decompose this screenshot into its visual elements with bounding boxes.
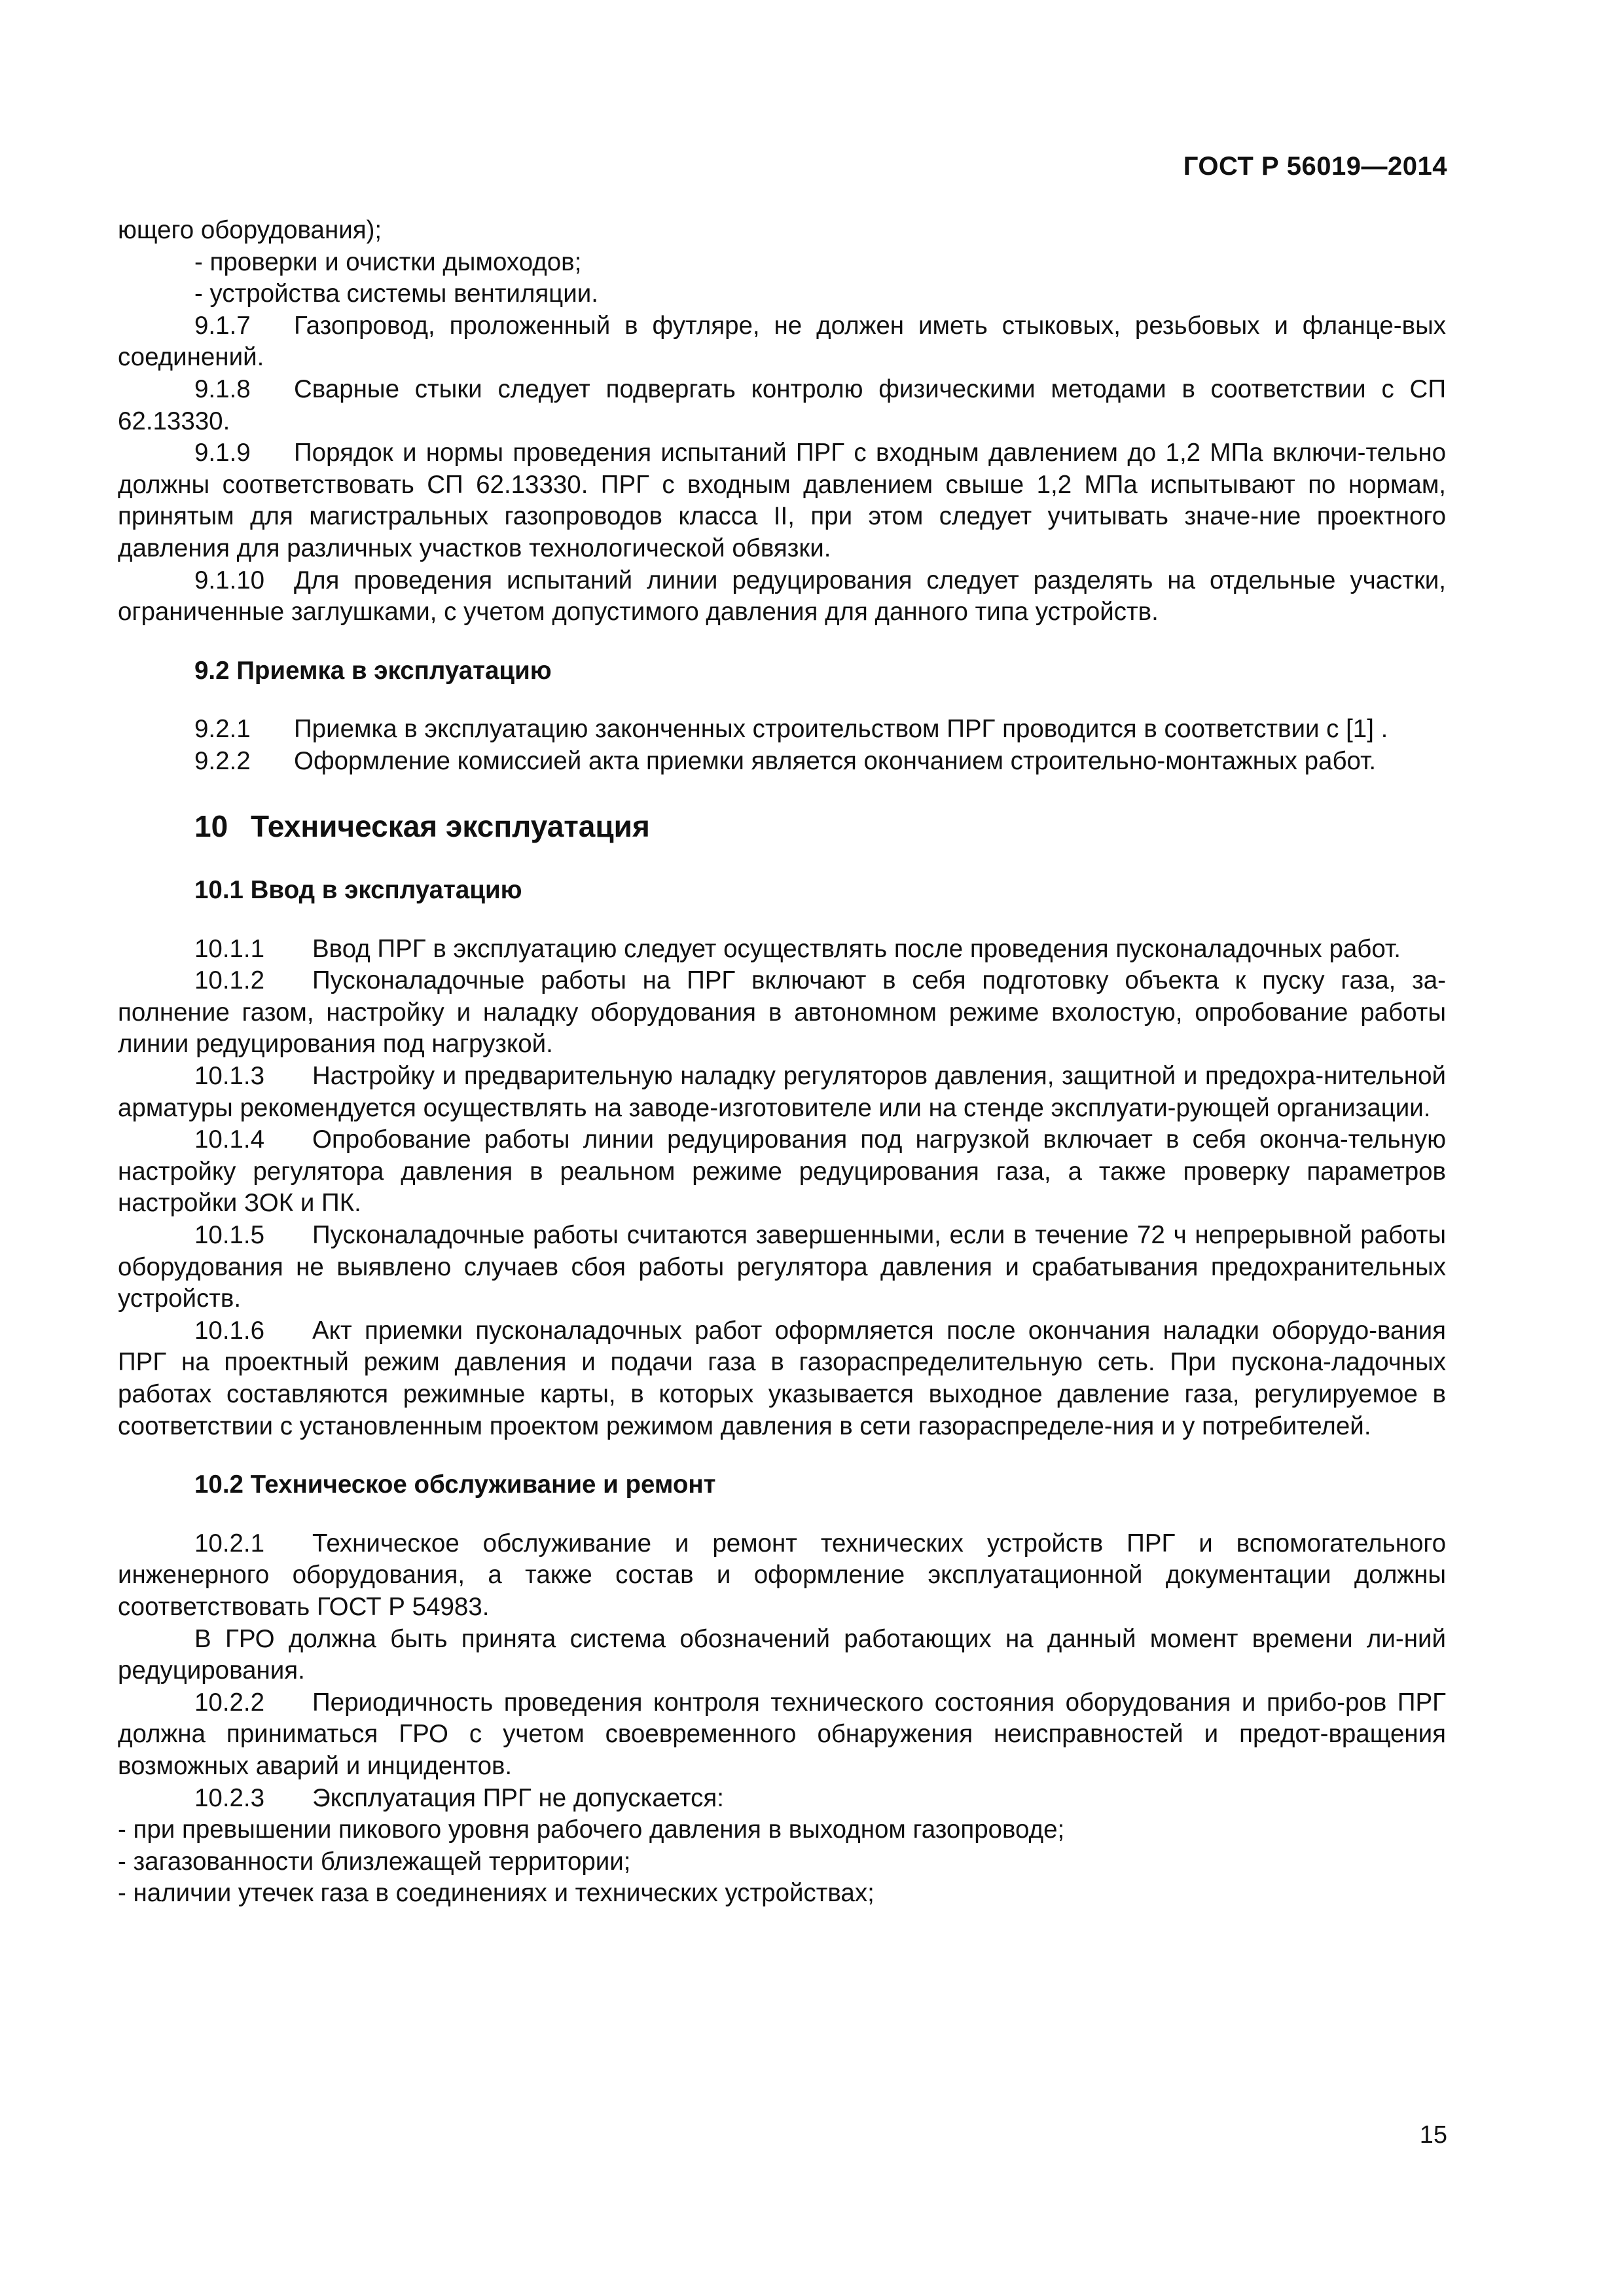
standard-designation: ГОСТ Р 56019—2014 <box>1183 152 1447 181</box>
clause-paragraph <box>118 1220 1446 1315</box>
paragraph-text: - загазованности близлежащей территории; <box>118 1847 631 1876</box>
paragraph-text: Сварные стыки следует подвергать контролю физическими методами в соответствии с СП 62.13330. <box>118 374 1446 435</box>
paragraph-text: Для проведения испытаний линии редуцирования следует разделять на отдельные участки, ограниченные заглушками, с учетом допустимого давления для данного типа устройств. <box>118 566 1446 627</box>
clause-paragraph <box>118 1783 1446 1815</box>
paragraph-text: ющего оборудования); <box>118 216 382 244</box>
paragraph-text: Порядок и нормы проведения испытаний ПРГ с входным давлением до 1,2 МПа включи-тельно должны соответствовать СП 62.13330. ПРГ с входным давлением свыше 1,2 МПа испытывают по нормам, принятым для магистральных газопроводов класса II, при этом следует учитывать значе-ние проектного давления для различных участков технологической обвязки. <box>118 439 1446 562</box>
text-paragraph <box>118 215 1446 247</box>
clause-paragraph <box>118 965 1446 1061</box>
clause-paragraph <box>118 1061 1446 1124</box>
clause-paragraph <box>118 310 1446 374</box>
paragraph-text: Техническое обслуживание и ремонт технических устройств ПРГ и вспомогательного инженерного оборудования, а также состав и оформление эксплуатационной документации должны соответствовать ГОСТ Р 54983. <box>118 1529 1446 1621</box>
subsection-heading: 10.2 Техническое обслуживание и ремонт <box>194 1470 716 1499</box>
clause-paragraph <box>118 1528 1446 1624</box>
clause-number: 10.1.1 <box>194 934 265 963</box>
text-paragraph <box>118 1814 1446 1846</box>
section-heading <box>118 811 1446 843</box>
clause-number: 9.1.9 <box>194 439 251 467</box>
paragraph-text: Эксплуатация ПРГ не допускается: <box>312 1783 724 1812</box>
paragraph-text: - наличии утечек газа в соединениях и технических устройствах; <box>118 1879 875 1908</box>
subsection-heading: 9.2 Приемка в эксплуатацию <box>194 656 552 685</box>
clause-paragraph <box>118 746 1446 778</box>
clause-paragraph <box>118 374 1446 437</box>
clause-number: 9.1.7 <box>194 311 251 340</box>
text-paragraph <box>118 278 1446 310</box>
page-number: 15 <box>1419 2121 1447 2149</box>
paragraph-text: Пусконаладочные работы на ПРГ включают в себя подготовку объекта к пуску газа, за-полнение газом, настройку и наладку оборудования в автономном режиме вхолостую, опробование работы линии редуцирования под нагрузкой. <box>118 966 1446 1059</box>
clause-number: 10.1.6 <box>194 1316 265 1345</box>
paragraph-text: Опробование работы линии редуцирования под нагрузкой включает в себя оконча-тельную настройку регулятора давления в реальном режиме редуцирования газа, а также проверку параметров настройки ЗОК и ПК. <box>118 1125 1446 1218</box>
clause-number: 9.2.1 <box>194 715 251 744</box>
text-paragraph <box>118 1878 1446 1910</box>
paragraph-text: Пусконаладочные работы считаются завершенными, если в течение 72 ч непрерывной работы оборудования не выявлено случаев сбоя работы регулятора давления и срабатывания предохранительных устройств. <box>118 1221 1446 1313</box>
clause-number: 10.1.2 <box>194 966 265 995</box>
paragraph-text: - устройства системы вентиляции. <box>194 280 598 308</box>
paragraph-text: - при превышении пикового уровня рабочего давления в выходном газопроводе; <box>118 1815 1065 1844</box>
clause-number: 9.1.10 <box>194 566 265 594</box>
clause-paragraph <box>118 1315 1446 1442</box>
paragraph-text: Ввод ПРГ в эксплуатацию следует осуществлять после проведения пусконаладочных работ. <box>312 934 1401 963</box>
clause-number: 10.2.1 <box>194 1529 265 1558</box>
clause-number: 9.1.8 <box>194 374 251 403</box>
section-number: 10 <box>194 809 228 843</box>
section-title: Техническая эксплуатация <box>251 809 650 843</box>
text-paragraph <box>118 247 1446 279</box>
clause-paragraph <box>118 1687 1446 1783</box>
paragraph-text: - проверки и очистки дымоходов; <box>194 247 582 276</box>
clause-paragraph <box>118 437 1446 564</box>
paragraph-text: Газопровод, проложенный в футляре, не должен иметь стыковых, резьбовых и фланце-вых соединений. <box>118 311 1446 372</box>
paragraph-text: Оформление комиссией акта приемки является окончанием строительно-монтажных работ. <box>294 746 1377 775</box>
document-body <box>118 215 1446 1910</box>
paragraph-text: Периодичность проведения контроля технического состояния оборудования и прибо-ров ПРГ должна приниматься ГРО с учетом своевременного обнаружения неисправностей и предот-вращения возможных аварий и инцидентов. <box>118 1688 1446 1780</box>
paragraph-text: Приемка в эксплуатацию законченных строительством ПРГ проводится в соответствии с [1] . <box>294 715 1388 744</box>
clause-paragraph <box>118 714 1446 746</box>
clause-number: 10.1.5 <box>194 1221 265 1250</box>
clause-paragraph <box>118 934 1446 966</box>
clause-number: 10.2.3 <box>194 1783 265 1812</box>
paragraph-text: Акт приемки пусконаладочных работ оформляется после окончания наладки оборудо-вания ПРГ на проектный режим давления и подачи газа в газораспределительную сеть. При пускона-ладочных работах составляются режимные карты, в которых указывается выходное давление газа, регулируемое в соответствии с установленным проектом режимом давления в сети газораспределе-ния и у потребителей. <box>118 1316 1446 1440</box>
clause-paragraph <box>118 1124 1446 1220</box>
text-paragraph <box>118 1846 1446 1878</box>
clause-number: 10.2.2 <box>194 1688 265 1717</box>
clause-paragraph <box>118 565 1446 629</box>
paragraph-text: Настройку и предварительную наладку регуляторов давления, защитной и предохра-нительной арматуры рекомендуется осуществлять на заводе-изготовителе или на стенде эксплуати-рующей организации. <box>118 1062 1446 1122</box>
subsection-heading: 10.1 Ввод в эксплуатацию <box>194 876 522 905</box>
paragraph-text: В ГРО должна быть принята система обозначений работающих на данный момент времени ли-ний редуцирования. <box>118 1624 1446 1685</box>
text-paragraph <box>118 1624 1446 1687</box>
clause-number: 9.2.2 <box>194 746 251 775</box>
clause-number: 10.1.3 <box>194 1062 265 1091</box>
clause-number: 10.1.4 <box>194 1125 265 1154</box>
